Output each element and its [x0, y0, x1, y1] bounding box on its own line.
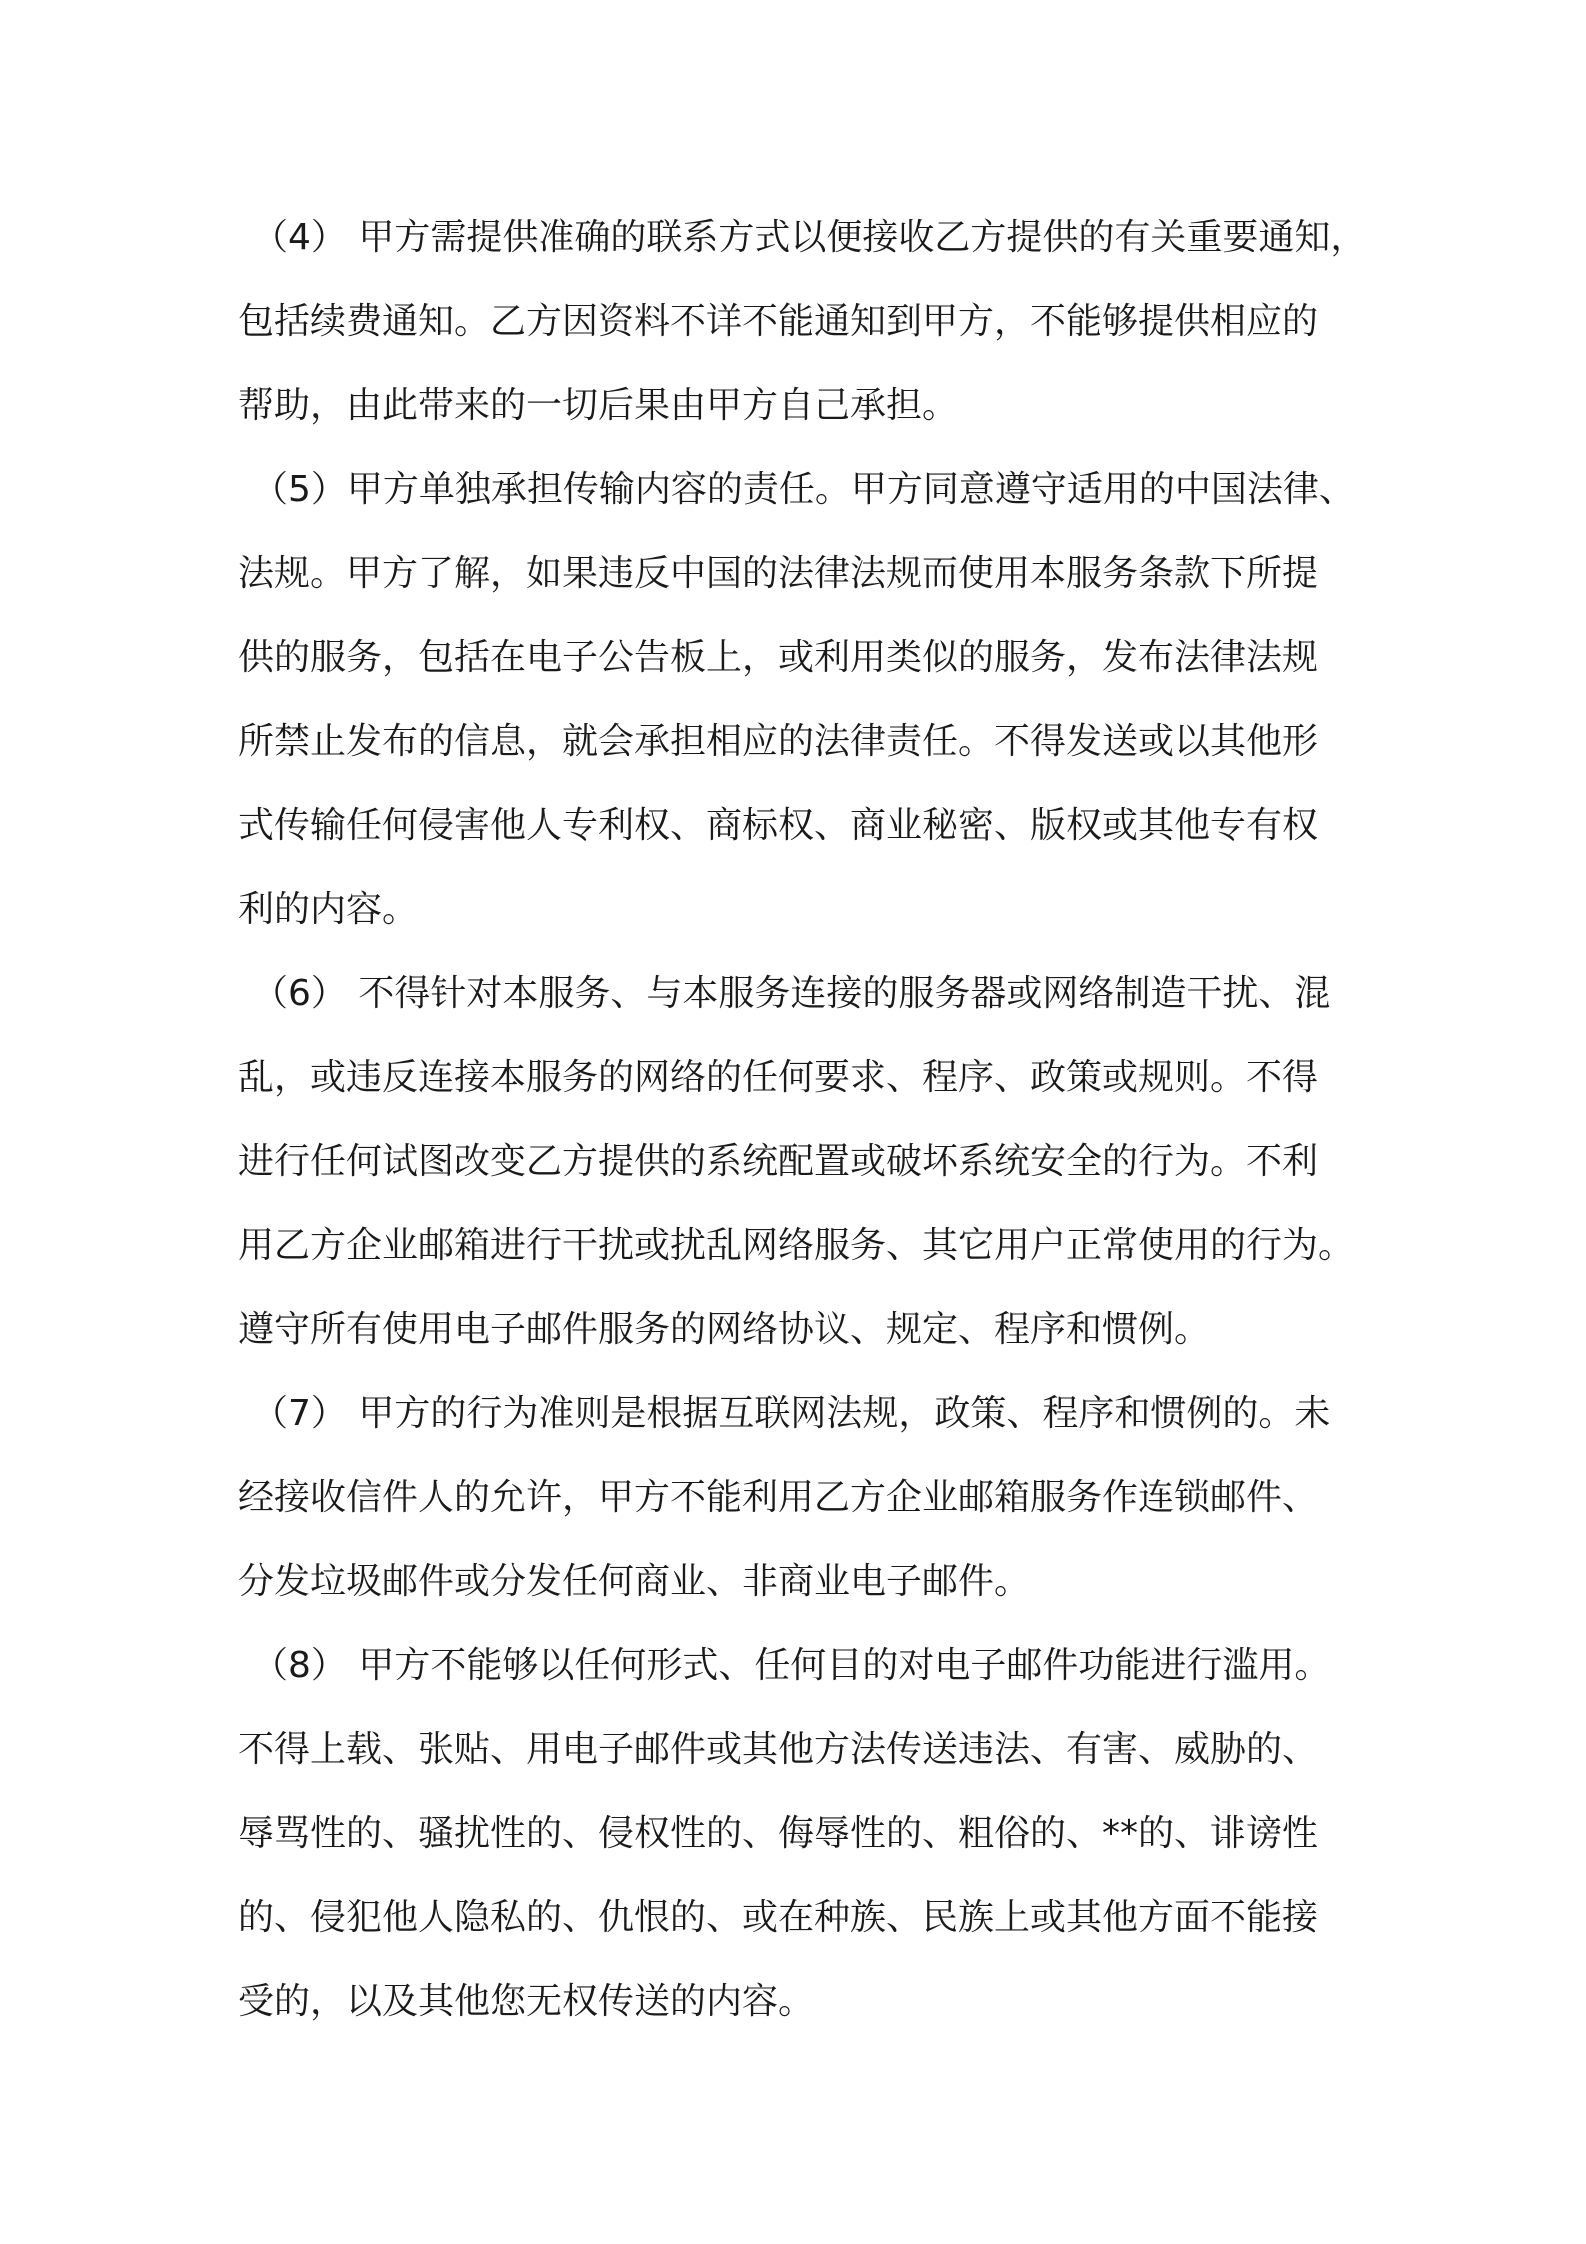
clause-6-line-4: 用乙方企业邮箱进行干扰或扰乱网络服务、其它用户正常使用的行为。 [238, 1225, 1355, 1266]
clause-6-line-2: 乱，或违反连接本服务的网络的任何要求、程序、政策或规则。不得 [238, 1057, 1319, 1098]
clause-5-line-3: 供的服务，包括在电子公告板上，或利用类似的服务，发布法律法规 [238, 637, 1319, 678]
clause-4-line-1: （4） 甲方需提供准确的联系方式以便接收乙方提供的有关重要通知， [252, 217, 1367, 258]
clause-6-line-5: 遵守所有使用电子邮件服务的网络协议、规定、程序和惯例。 [238, 1309, 1211, 1350]
clause-5-line-2: 法规。甲方了解，如果违反中国的法律法规而使用本服务条款下所提 [238, 553, 1319, 594]
clause-8-line-2: 不得上载、张贴、用电子邮件或其他方法传送违法、有害、威胁的、 [238, 1729, 1319, 1770]
clause-5-line-6: 利的内容。 [238, 889, 419, 930]
clause-6-line-1: （6） 不得针对本服务、与本服务连接的服务器或网络制造干扰、混 [252, 973, 1331, 1014]
clause-8-line-3: 辱骂性的、骚扰性的、侵权性的、侮辱性的、粗俗的、**的、诽谤性 [238, 1813, 1319, 1854]
clause-8-line-4: 的、侵犯他人隐私的、仇恨的、或在种族、民族上或其他方面不能接 [238, 1897, 1319, 1938]
clause-5-line-4: 所禁止发布的信息，就会承担相应的法律责任。不得发送或以其他形 [238, 721, 1319, 762]
clause-7-line-1: （7） 甲方的行为准则是根据互联网法规，政策、程序和惯例的。未 [252, 1393, 1331, 1434]
clause-4-line-2: 包括续费通知。乙方因资料不详不能通知到甲方，不能够提供相应的 [238, 301, 1319, 342]
clause-7-line-2: 经接收信件人的允许，甲方不能利用乙方企业邮箱服务作连锁邮件、 [238, 1477, 1319, 1518]
clause-6-line-3: 进行任何试图改变乙方提供的系统配置或破坏系统安全的行为。不利 [238, 1141, 1319, 1182]
clause-8-line-5: 受的，以及其他您无权传送的内容。 [238, 1981, 815, 2022]
document-body [238, 196, 1378, 2044]
clause-5-line-5: 式传输任何侵害他人专利权、商标权、商业秘密、版权或其他专有权 [238, 805, 1319, 846]
clause-5-line-1: （5）甲方单独承担传输内容的责任。甲方同意遵守适用的中国法律、 [252, 469, 1355, 510]
clause-4-line-3: 帮助，由此带来的一切后果由甲方自己承担。 [238, 385, 959, 426]
clause-8-line-1: （8） 甲方不能够以任何形式、任何目的对电子邮件功能进行滥用。 [252, 1645, 1331, 1686]
clause-7-line-3: 分发垃圾邮件或分发任何商业、非商业电子邮件。 [238, 1561, 1031, 1602]
